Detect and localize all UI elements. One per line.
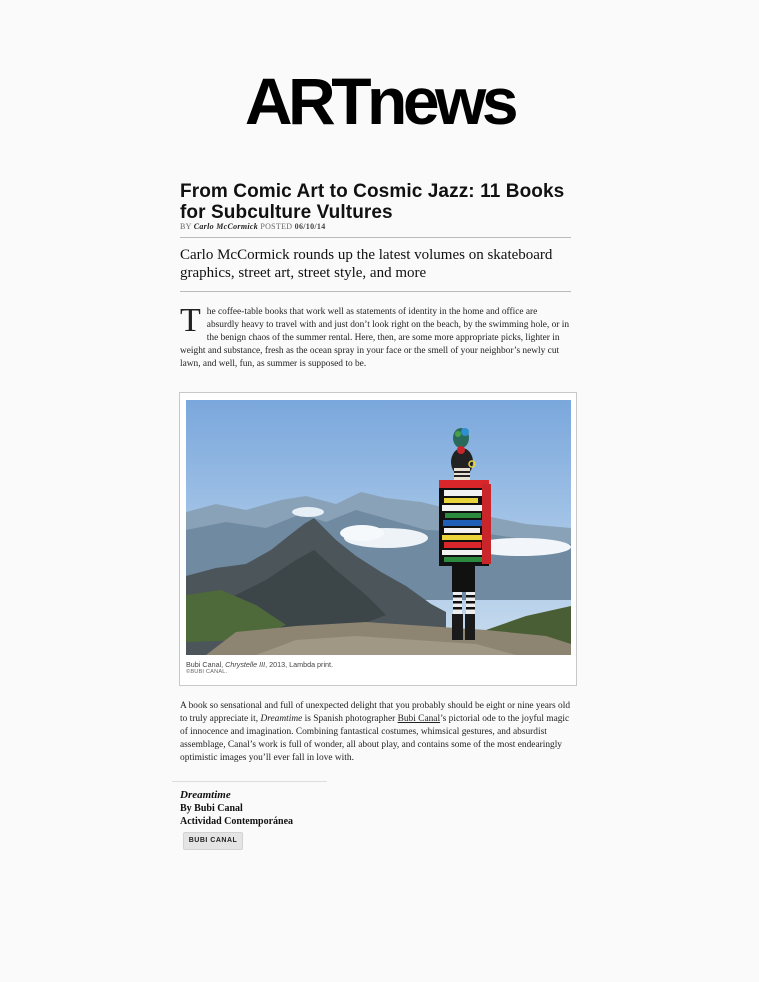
byline [180, 222, 571, 231]
book-publisher: Actividad Contemporánea [180, 816, 294, 827]
article-dek: Carlo McCormick rounds up the latest volumes on skateboard graphics, street art, street style, and more [180, 247, 553, 281]
caption-details: , 2013, Lambda print. [265, 660, 334, 669]
author-link[interactable]: Carlo McCormick [193, 222, 259, 231]
tag-button-bubi-canal[interactable]: BUBI CANAL [183, 832, 243, 850]
divider [172, 781, 327, 782]
body-paragraph [180, 700, 571, 765]
intro-text: he coffee-table books that work well as statements of identity in the home and office are absurdly heavy to travel with and just don’t look right on the beach, by the swimming hole, or in the benign chaos of the summer rental. Here, then, are some more appropriate picks, lighter in weight and substance, fresh as the ocean spray in your face or the smell of your neighbor’s newly cut lawn, and well, fun, as summer is supposed to be. [180, 307, 570, 370]
dreamtime-photo[interactable] [186, 400, 571, 655]
artnews-logo[interactable]: ARTnews [244, 64, 515, 138]
posted-label: POSTED [260, 222, 293, 231]
photo-caption [186, 660, 333, 669]
book-title: Dreamtime [180, 789, 231, 801]
post-date: 06/10/14 [294, 222, 326, 231]
body-text: A book so sensational and full of unexpected delight that you probably should be eight or nine years old to truly appreciate it, [180, 701, 571, 725]
byline-prefix: BY [180, 222, 192, 231]
caption-artist: Bubi Canal, [186, 660, 226, 669]
divider [180, 237, 571, 238]
caption-work-title: Chrystelle III [225, 660, 266, 669]
article-title: From Comic Art to Cosmic Jazz: 11 Books for Subculture Vultures [180, 181, 565, 223]
figure [179, 392, 577, 686]
book-info [180, 789, 380, 828]
divider [180, 291, 571, 292]
body-book-title: Dreamtime [260, 714, 303, 725]
body-text: is Spanish photographer [302, 714, 398, 725]
intro-paragraph [180, 302, 571, 371]
body-text: ’s pictorial ode to the joyful magic of innocence and imagination. Combining fantastical costumes, whimsical gestures, and absurdist assemblage, Canal’s work is full of wonder, all about play, and contains some of the most endearingly optimistic images you’ll ever fall in love with. [180, 714, 570, 764]
photo-credit: ©BUBI CANAL. [186, 669, 228, 675]
book-author: By Bubi Canal [180, 803, 243, 814]
artist-link[interactable]: Bubi Canal [397, 714, 441, 725]
drop-cap: T [180, 302, 201, 339]
